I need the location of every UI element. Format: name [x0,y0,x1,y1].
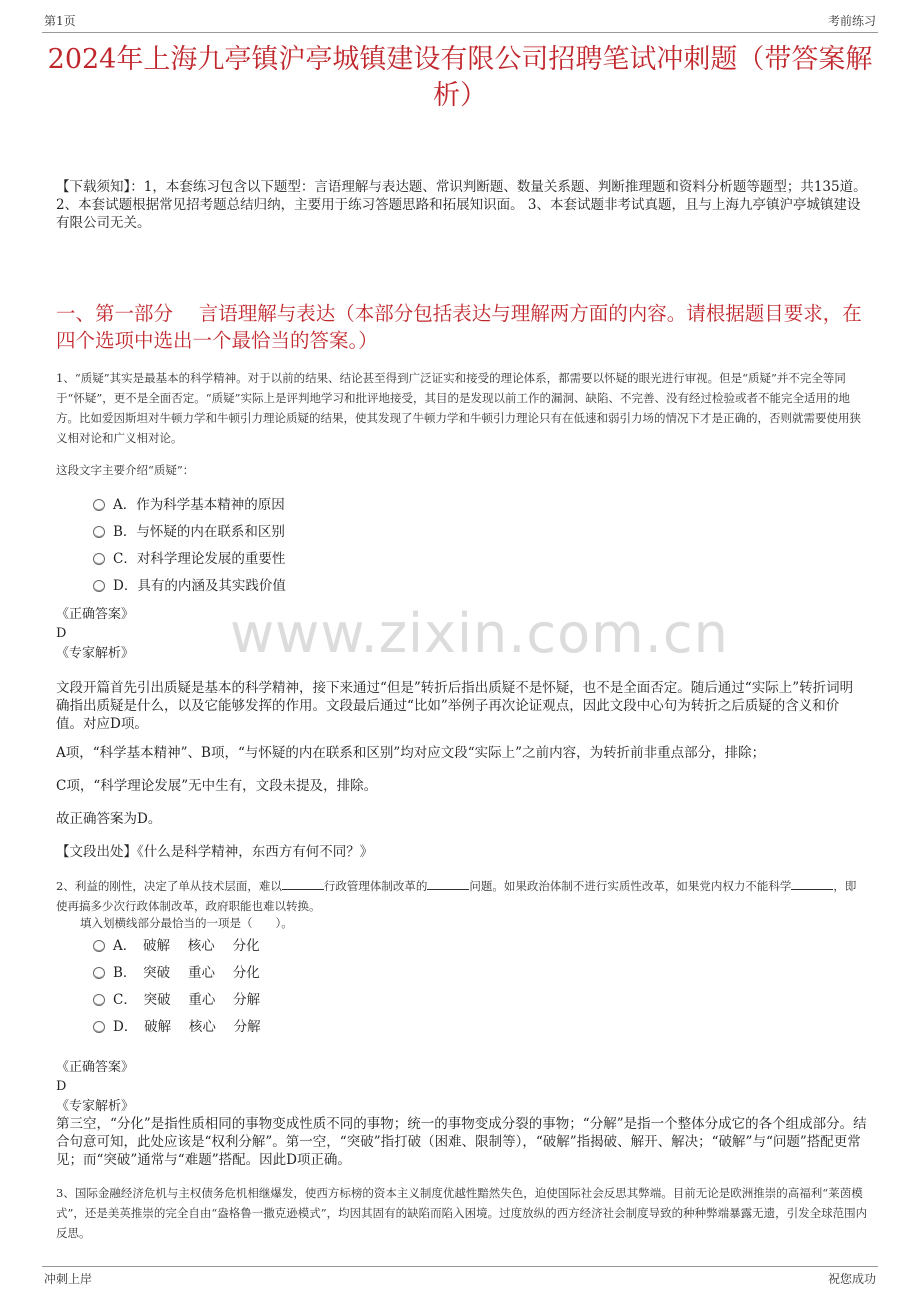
analysis-paragraph: A项，“科学基本精神”、B项，“与怀疑的内在联系和区别”均对应文段“实际上”之前内容，为转折前非重点部分，排除； [56,745,766,761]
radio-icon[interactable] [93,994,105,1006]
radio-icon[interactable] [93,940,105,952]
radio-icon[interactable] [93,553,105,565]
question-2-prompt: 填入划横线部分最恰当的一项是（ ）。 [80,916,293,930]
question-2-option-d[interactable]: D． 破解 核心 分解 [93,1017,261,1037]
footer-rule [42,1266,878,1267]
radio-icon[interactable] [93,1021,105,1033]
page-title: 2024年上海九亭镇沪亭城镇建设有限公司招聘笔试冲刺题（带答案解析） [47,44,873,111]
question-1-prompt: 这段文字主要介绍“质疑”： [56,463,195,477]
analysis-paragraph: 第三空，“分化”是指性质相同的事物变成性质不同的事物；统一的事物变成分裂的事物；“分解”是指一个整体分成它的各个组成部分。结合句意可知，此处应该是“权利分解”。第一空，“突破”指打破（困难、限制等），“破解”指揭破、解开、解决；“破解”与“问题”搭配更常见；而“突破”通常与“难题”搭配。因此D项正确。 [56,1116,867,1168]
question-1-option-c[interactable]: C．对科学理论发展的重要性 [93,549,285,569]
analysis-label: 《专家解析》 [56,646,135,661]
question-1-option-d[interactable]: D．具有的内涵及其实践价值 [93,576,286,596]
question-1-option-b[interactable]: B．与怀疑的内在联系和区别 [93,522,285,542]
question-3-text: 3、国际金融经济危机与主权债务危机相继爆发，使西方标榜的资本主义制度优越性黯然失色，迫使国际社会反思其弊端。目前无论是欧洲推崇的高福利“莱茵模式”，还是美英推崇的完全自由“盎格鲁一撒克逊模式”，均因其固有的缺陷而陷入困境。过度放纵的西方经济社会制度导致的种种弊端暴露无遗，引发全球范围内反思。 [56,1186,868,1240]
analysis-paragraph: C项，“科学理论发展”无中生有，文段未提及，排除。 [56,778,378,794]
radio-icon[interactable] [93,967,105,979]
radio-icon[interactable] [93,526,105,538]
section-title: 一、第一部分 言语理解与表达（本部分包括表达与理解两方面的内容。请根据题目要求，在四个选项中选出一个最恰当的答案。） [56,302,862,352]
blank-line[interactable] [791,889,833,890]
radio-icon[interactable] [93,499,105,511]
footer-left-label: 冲刺上岸 [44,1272,93,1286]
question-1-option-a[interactable]: A．作为科学基本精神的原因 [93,495,285,515]
source-citation: 【文段出处】《什么是科学精神，东西方有何不同？》 [56,844,374,860]
question-2-option-b[interactable]: B． 突破 重心 分化 [93,963,260,983]
question-2-option-c[interactable]: C． 突破 重心 分解 [93,990,260,1010]
question-2-option-a[interactable]: A． 破解 核心 分化 [93,936,260,956]
header-right-label: 考前练习 [827,14,876,28]
answer-value: D [56,626,67,641]
blank-line[interactable] [282,889,324,890]
watermark: www.zixin.com.cn [230,602,729,665]
radio-icon[interactable] [93,580,105,592]
answer-value: D [56,1079,67,1094]
download-notice: 【下载须知】：1，本套练习包含以下题型：言语理解与表达题、常识判断题、数量关系题、判断推理题和资料分析题等题型；共135道。 2、本套试题根据常见招考题总结归纳，主要用于练习答题思路和拓展知识面。 3、本套试题非考试真题，且与上海九亭镇沪亭城镇建设有限公司无关。 [56,179,867,231]
analysis-paragraph: 文段开篇首先引出质疑是基本的科学精神，接下来通过“但是”转折后指出质疑不是怀疑，也不是全面否定。随后通过“实际上”转折词明确指出质疑是什么，以及它能够发挥的作用。文段最后通过“比如”举例子再次论证观点，因此文段中心句为转折之后质疑的含义和价值。对应D项。 [56,680,854,732]
footer-right-label: 祝您成功 [827,1272,876,1286]
question-1-text: 1、“质疑”其实是最基本的科学精神。对于以前的结果、结论甚至得到广泛证实和接受的理论体系，都需要以怀疑的眼光进行审视。但是“质疑”并不完全等同于“怀疑”，更不是全面否定。“质疑”实际上是评判地学习和批评地接受，其目的是发现以前工作的漏洞、缺陷、不完善、没有经过检验或者不能完全适用的地方。比如爱因斯坦对牛顿力学和牛顿引力理论质疑的结果，使其发现了牛顿力学和牛顿引力理论只有在低速和弱引力场的情况下才是正确的，否则就需要使用狭义相对论和广义相对论。 [56,371,861,445]
analysis-label: 《专家解析》 [56,1099,135,1114]
answer-label: 《正确答案》 [56,1060,135,1075]
page-number: 第1页 [44,14,76,28]
blank-line[interactable] [427,889,469,890]
header-rule [42,32,878,33]
answer-label: 《正确答案》 [56,607,135,622]
question-2-text: 2、利益的刚性，决定了单从技术层面，难以 行政管理体制改革的 问题。如果政治体制不进行实质性改革，如果党内权力不能科学 ，即使再搞多少次行政体制改革，政府职能也难以转换。 [56,879,857,913]
analysis-paragraph: 故正确答案为D。 [56,811,162,827]
